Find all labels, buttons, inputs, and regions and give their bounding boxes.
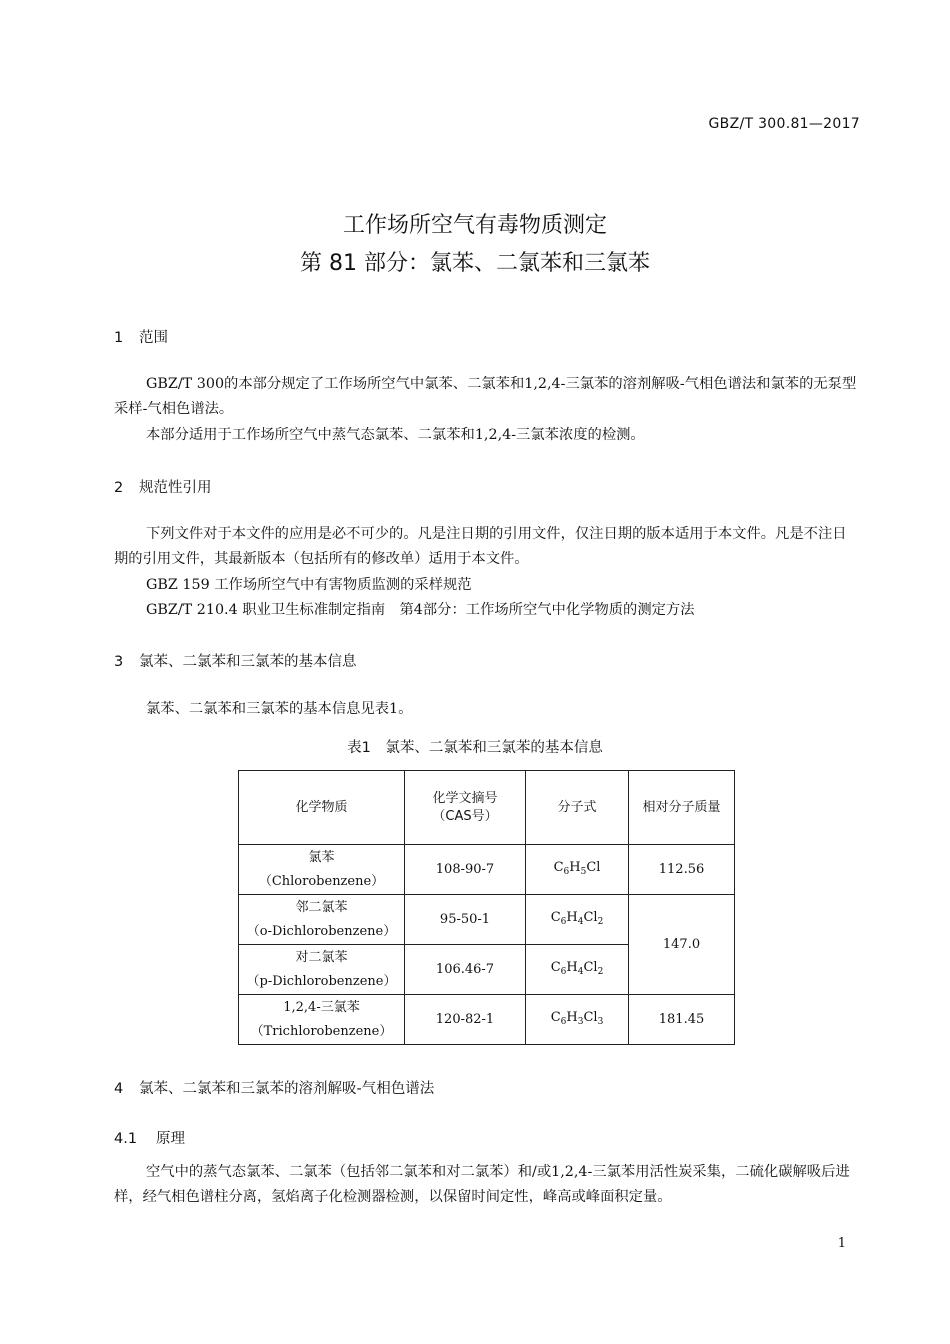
cell-cas: 120-82-1 — [405, 995, 526, 1045]
formula-part: Cl — [586, 859, 601, 875]
table-row — [239, 845, 735, 895]
formula-part: Cl — [583, 909, 598, 925]
page-number: 1 — [837, 1236, 846, 1251]
table-row — [239, 995, 735, 1045]
section-title: 规范性引用 — [139, 480, 212, 496]
formula-subscript: 6 — [560, 966, 567, 977]
header-mass: 相对分子质量 — [629, 771, 735, 845]
header-cas — [405, 771, 526, 845]
formula-subscript: 4 — [577, 966, 584, 977]
substance-name-en: （p-Dichlorobenzene） — [246, 973, 397, 989]
substance-name-en: （o-Dichlorobenzene） — [246, 923, 397, 939]
cell-substance — [239, 995, 405, 1045]
cell-mass: 112.56 — [629, 845, 735, 895]
cell-mass-merged: 147.0 — [629, 895, 735, 995]
cell-substance — [239, 945, 405, 995]
formula-part: C — [550, 959, 561, 975]
cell-formula — [526, 895, 629, 945]
formula-subscript: 6 — [563, 866, 570, 877]
cell-substance — [239, 895, 405, 945]
cell-cas: 95-50-1 — [405, 895, 526, 945]
paragraph-text: 空气中的蒸气态氯苯、二氯苯（包括邻二氯苯和对二氯苯）和/或1,2,4-三氯苯用活性炭采集，二硫化碳解吸后进样，经气相色谱柱分离，氢焰离子化检测器检测，以保留时间定性，峰高或峰面积定量。 — [114, 1164, 850, 1205]
section-number: 3 — [114, 654, 124, 670]
formula-part: Cl — [583, 1009, 598, 1025]
cell-mass: 181.45 — [629, 995, 735, 1045]
formula-subscript: 3 — [577, 1016, 584, 1027]
section-1-paragraph-2: 本部分适用于工作场所空气中蒸气态氯苯、二氯苯和1,2,4-三氯苯浓度的检测。 — [146, 427, 645, 443]
paragraph-text: 下列文件对于本文件的应用是必不可少的。凡是注日期的引用文件，仅注日期的版本适用于本文件。凡是不注日期的引用文件，其最新版本（包括所有的修改单）适用于本文件。 — [114, 526, 847, 567]
formula-part: H — [566, 959, 578, 975]
section-4-1-paragraph-1 — [114, 1160, 860, 1210]
section-title: 范围 — [139, 330, 168, 346]
paragraph-text: GBZ/T 300的本部分规定了工作场所空气中氯苯、二氯苯和1,2,4-三氯苯的溶剂解吸-气相色谱法和氯苯的无泵型采样-气相色谱法。 — [114, 376, 857, 417]
formula-part: C — [553, 859, 564, 875]
formula-part: H — [569, 859, 581, 875]
formula-subscript: 3 — [597, 1016, 604, 1027]
formula-subscript: 6 — [560, 916, 567, 927]
formula-part: Cl — [583, 959, 598, 975]
substance-name-en: （Chlorobenzene） — [258, 873, 385, 889]
section-3-heading — [114, 650, 357, 671]
section-1-heading — [114, 326, 168, 347]
section-number: 4.1 — [114, 1131, 138, 1147]
section-title: 氯苯、二氯苯和三氯苯的基本信息 — [139, 654, 357, 670]
cell-formula — [526, 945, 629, 995]
formula-subscript: 5 — [580, 866, 587, 877]
formula-subscript: 6 — [560, 1016, 567, 1027]
header-substance: 化学物质 — [239, 771, 405, 845]
table-caption: 表1 氯苯、二氯苯和三氯苯的基本信息 — [347, 740, 603, 756]
normative-reference-1: GBZ 159 工作场所空气中有害物质监测的采样规范 — [146, 577, 472, 593]
header-formula: 分子式 — [526, 771, 629, 845]
cell-cas: 108-90-7 — [405, 845, 526, 895]
table-header-row — [239, 771, 735, 845]
section-number: 2 — [114, 480, 124, 496]
header-cas-line2: （CAS号） — [432, 808, 498, 824]
section-1-paragraph-1 — [114, 372, 860, 422]
table-row — [239, 895, 735, 945]
section-number: 4 — [114, 1081, 124, 1097]
section-4-1-heading — [114, 1127, 185, 1148]
cell-formula — [526, 845, 629, 895]
formula-part: C — [550, 1009, 561, 1025]
section-title: 氯苯、二氯苯和三氯苯的溶剂解吸-气相色谱法 — [139, 1081, 435, 1097]
cell-formula — [526, 995, 629, 1045]
section-number: 1 — [114, 330, 124, 346]
formula-subscript: 2 — [597, 916, 604, 927]
formula-part: H — [566, 1009, 578, 1025]
cell-substance — [239, 845, 405, 895]
substance-name-cn: 对二氯苯 — [295, 949, 348, 965]
substance-name-cn: 邻二氯苯 — [295, 899, 348, 915]
section-3-paragraph-1: 氯苯、二氯苯和三氯苯的基本信息见表1。 — [146, 701, 413, 717]
cell-cas: 106.46-7 — [405, 945, 526, 995]
standard-code: GBZ/T 300.81—2017 — [708, 116, 860, 132]
substance-name-en: （Trichlorobenzene） — [250, 1023, 393, 1039]
section-4-heading — [114, 1077, 434, 1098]
header-cas-line1: 化学文摘号 — [432, 790, 498, 806]
normative-reference-2: GBZ/T 210.4 职业卫生标准制定指南 第4部分：工作场所空气中化学物质的测定方法 — [146, 602, 695, 618]
section-title: 原理 — [156, 1131, 185, 1147]
substance-name-cn: 氯苯 — [308, 849, 335, 865]
document-title-line1: 工作场所空气有毒物质测定 — [342, 213, 607, 238]
formula-part: C — [550, 909, 561, 925]
basic-info-table — [238, 770, 735, 1045]
section-2-heading — [114, 476, 212, 497]
formula-subscript: 2 — [597, 966, 604, 977]
section-2-paragraph-1 — [114, 522, 860, 572]
formula-part: H — [566, 909, 578, 925]
formula-subscript: 4 — [577, 916, 584, 927]
document-title-line2: 第 81 部分：氯苯、二氯苯和三氯苯 — [300, 251, 650, 276]
substance-name-cn: 1,2,4-三氯苯 — [283, 999, 360, 1015]
